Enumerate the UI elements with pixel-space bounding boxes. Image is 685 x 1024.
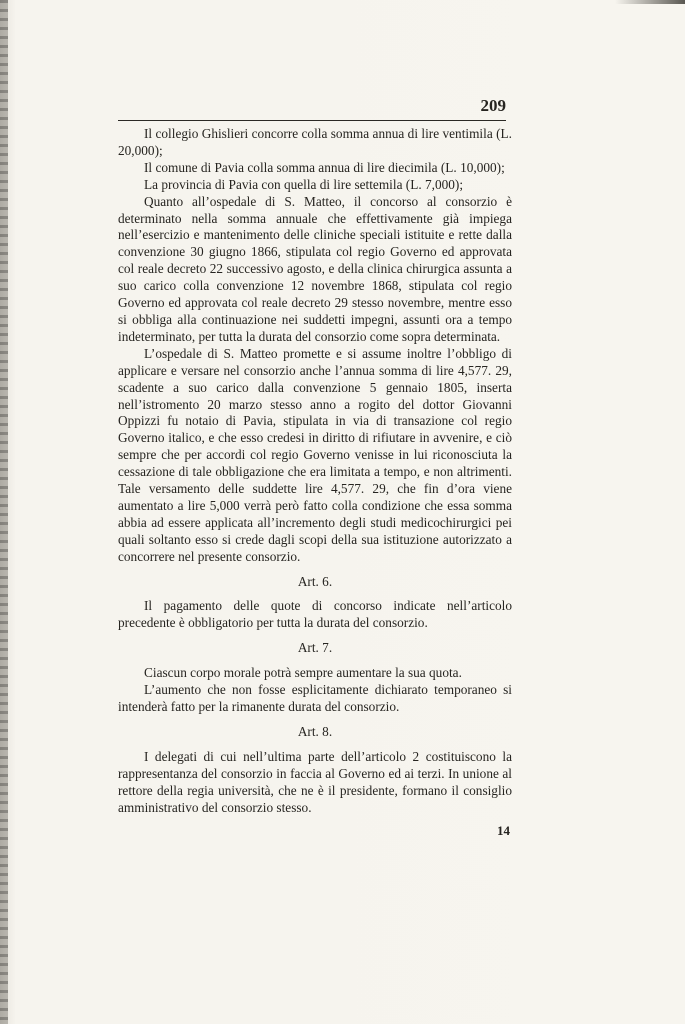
signature-mark: 14 bbox=[497, 823, 510, 838]
header-rule bbox=[118, 120, 506, 121]
paragraph-provincia: La provincia di Pavia con quella di lire settemila (L. 7,000); bbox=[144, 176, 464, 192]
article-heading-6: Art. 6. bbox=[297, 573, 333, 589]
paragraph-art7-quota: Ciascun corpo morale potrà sempre aumentare la sua quota. bbox=[144, 665, 462, 681]
paragraph-comune: Il comune di Pavia colla somma annua di lire diecimila (L. 10,000); bbox=[144, 159, 505, 175]
paragraph-ospedale-obbligo: L’ospedale di S. Matteo promette e si assume inoltre l’obbligo di applicare e versare nel consorzio anche l’annua somma di lire 4,577. 29, scadente a suo carico dalla convenzione 5 gennaio 1805, inserta nell’istromento 20 marzo stesso anno a rogito del dottor Giovanni Oppizzi fu notaio di Pavia, stipulata in via di transazione col regio Governo italico, e che esso credesi in diritto di rifiutare in avvenire, e ciò sempre che per accordi col regio Governo venisse in lui riconosciuta la cessazione di tale obbligazione che era limitata a tempo, e non altrimenti. Tale versamento delle suddette lire 4,577. 29, che fin d’ora viene aumentato a lire 5,000 verrà però fatto colla condizione che essa somma abbia ad essere applicata all’incremento degli studi medicochirurgici pei quali soltanto esso si crede dagli scopi della sua istituzione autorizzato a concorrere nel presente consorzio. bbox=[118, 345, 512, 564]
article-heading-8: Art. 8. bbox=[297, 723, 333, 739]
paragraph-collegio: Il collegio Ghislieri concorre colla somma annua di lire ventimila (L. 20,000); bbox=[118, 126, 512, 158]
binding-edge bbox=[0, 0, 8, 1024]
page-body bbox=[118, 126, 512, 816]
article-heading-7: Art. 7. bbox=[297, 640, 333, 656]
page-number: 209 bbox=[480, 96, 506, 115]
scan-corner-mark bbox=[615, 0, 685, 4]
paragraph-art7-aumento: L’aumento che non fosse esplicitamente dichiarato temporaneo si intenderà fatto per la rimanente durata del consorzio. bbox=[118, 682, 512, 714]
paragraph-ospedale-concorso: Quanto all’ospedale di S. Matteo, il concorso al consorzio è determinato nella somma annuale che effettivamente già impiega nell’esercizio e mantenimento delle cliniche speciali istituite e rette dalla convenzione 30 giugno 1866, stipulata col regio Governo ed approvata col reale decreto 22 successivo agosto, e della clinica chirurgica assunta a suo carico colla convenzione 12 novembre 1868, stipulata col regio Governo ed approvata col reale decreto 29 stesso novembre, mentre esso si obbliga alla continuazione nei suddetti impegni, assunti ora a tempo indeterminato, per tutta la durata del consorzio come sopra determinata. bbox=[118, 193, 512, 344]
paragraph-art8: I delegati di cui nell’ultima parte dell’articolo 2 costituiscono la rappresentanza del consorzio in faccia al Governo ed ai terzi. In unione al rettore della regia università, che ne è il presidente, formano il consiglio amministrativo del consorzio stesso. bbox=[118, 748, 512, 815]
paragraph-art6: Il pagamento delle quote di concorso indicate nell’articolo precedente è obbligatorio per tutta la durata del consorzio. bbox=[118, 598, 512, 631]
